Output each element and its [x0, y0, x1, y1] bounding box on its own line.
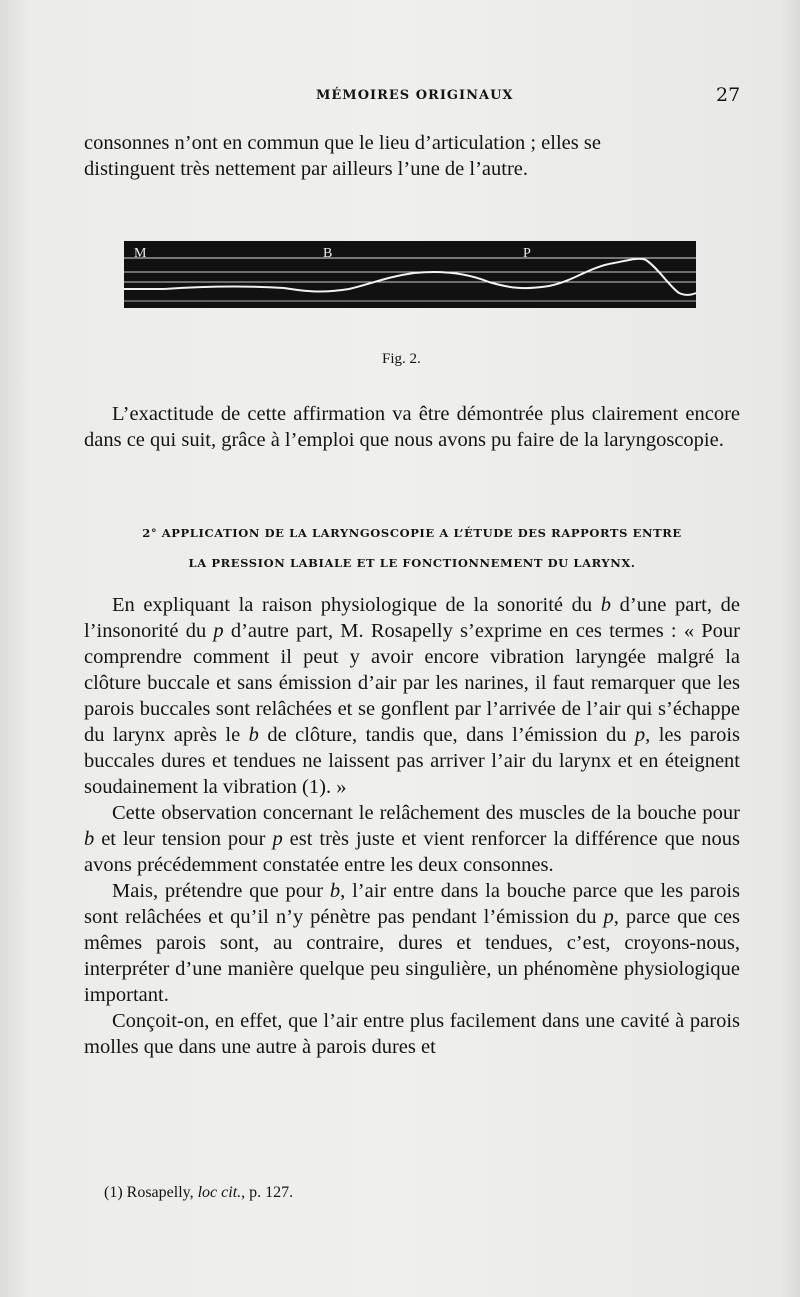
text-run: d’autre part, M. Rosapelly s’exprime en ces termes : « Pour comprendre comment il peut y avoir encore vibration laryngée malgré la clôture buccale et sans émission d’air par les narines, il faut remarquer que les parois buccales sont relâchées et se gonflent par l’arrivée de l’air qui s’échappe du larynx après le [84, 620, 740, 746]
italic-letter: p [634, 724, 646, 746]
text-run: Mais, prétendre que pour [112, 880, 330, 902]
intro-paragraph [84, 130, 740, 182]
text-run: et leur tension pour [94, 828, 273, 850]
italic-letter: b [84, 828, 95, 850]
footnote [104, 1184, 293, 1202]
body-text [84, 592, 740, 1060]
section-heading-line-1: 2° APPLICATION DE LA LARYNGOSCOPIE A L’ÉTUDE DES RAPPORTS ENTRE [142, 526, 682, 540]
text-run: de clôture, tandis que, dans l’émission du [258, 724, 635, 746]
laryngoscopy-text: L’exactitude de cette affirmation va être démontrée plus clairement encore dans ce qui suit, grâce à l’emploi que nous avons pu faire de la laryngoscopie. [84, 403, 740, 451]
label-m: M [134, 246, 147, 261]
concoit-paragraph: Conçoit-on, en effet, que l’air entre plus facilement dans une cavité à parois molles que dans une autre à parois dures et [84, 1010, 740, 1058]
footnote-number: (1) Rosapelly, [104, 1184, 198, 1201]
italic-letter: b [329, 880, 341, 902]
italic-letter: p [272, 828, 283, 850]
text-run: , l’air entre dans la bouche parce que les parois sont relâchées et qu’il n’y pénètre pas pendant l’émission du [84, 880, 741, 928]
page-number: 27 [716, 84, 741, 106]
footnote-page: , p. 127. [241, 1184, 294, 1201]
label-p: P [523, 246, 531, 261]
figure-tracing [124, 241, 696, 308]
text-run: , les parois buccales dures et tendues ne laissent pas arriver l’air du larynx et en éteignent soudainement la vibration (1). » [84, 724, 740, 798]
italic-letter: b [600, 594, 612, 616]
intro-line-2: distinguent très nettement par ailleurs l’une de l’autre. [84, 158, 529, 180]
section-heading-line-2: LA PRESSION LABIALE ET LE FONCTIONNEMENT DU LARYNX. [188, 556, 636, 570]
rosapelly-paragraph [84, 592, 740, 800]
text-run: , parce que ces mêmes parois sont, au contraire, dures et tendues, c’est, croyons-nous, interpréter d’une manière quelque peu singulière, un phénomène physiologique important. [84, 906, 740, 1006]
figure-caption: Fig. 2. [382, 351, 421, 367]
running-header [0, 84, 800, 112]
text-run: est très juste et vient renforcer la différence que nous avons précédemment constatée entre les deux consonnes. [84, 828, 740, 876]
intro-line-1: consonnes n’ont en commun que le lieu d’articulation ; elles se [84, 132, 601, 154]
italic-letter: b [248, 724, 259, 746]
text-run: Cette observation concernant le relâchement des muscles de la bouche pour [112, 802, 740, 824]
running-title: MÉMOIRES ORIGINAUX [316, 88, 514, 103]
laryngoscopy-paragraph [84, 401, 740, 453]
footnote-citation: loc cit. [197, 1184, 242, 1201]
observation-paragraph [84, 800, 740, 878]
text-run: En expliquant la raison physiologique de la sonorité du [112, 594, 601, 616]
label-b: B [323, 246, 333, 261]
italic-letter: p [603, 906, 614, 928]
tracing-svg [124, 241, 696, 308]
italic-letter: p [213, 620, 224, 642]
mais-paragraph [84, 878, 740, 1008]
text-run: d’une part, de l’insonorité du [84, 594, 740, 642]
